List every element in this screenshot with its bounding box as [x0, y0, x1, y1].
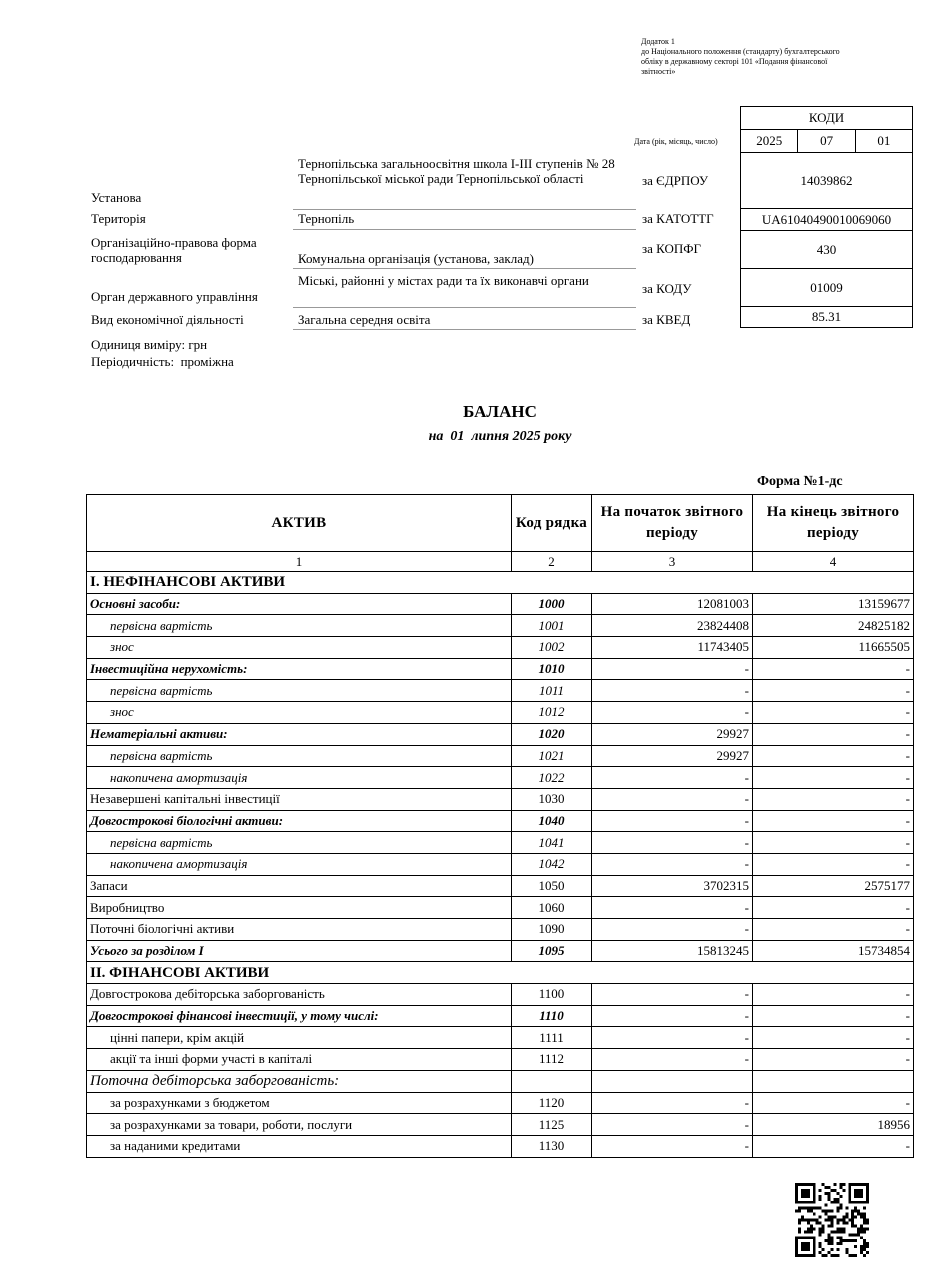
- column-number: 1: [87, 552, 512, 572]
- table-row: [87, 853, 914, 875]
- table-row: [87, 680, 914, 702]
- section-row: [87, 962, 914, 984]
- row-end-value: -: [753, 767, 914, 789]
- institution-value: Тернопільська загальноосвітня школа І-ІІІ ступенів № 28 Тернопільської міської ради Тернопільської області: [293, 156, 636, 210]
- edrpou-label: за ЄДРПОУ: [642, 173, 709, 188]
- row-end-value: 18956: [753, 1114, 914, 1136]
- row-end-value: -: [753, 832, 914, 854]
- column-number: 4: [753, 552, 914, 572]
- column-numbers-row: [87, 552, 914, 572]
- row-start-value: -: [592, 788, 753, 810]
- territory-value: Тернопіль: [293, 211, 636, 230]
- table-row: [87, 702, 914, 724]
- date-label: Дата (рік, місяць, число): [634, 137, 718, 146]
- row-name: за наданими кредитами: [87, 1135, 512, 1157]
- periodicity-label: Періодичність: проміжна: [91, 354, 234, 369]
- row-end-value: -: [753, 919, 914, 941]
- row-code: 1100: [512, 984, 592, 1006]
- row-name: Виробництво: [87, 897, 512, 919]
- codes-header: КОДИ: [741, 107, 913, 130]
- row-start-value: -: [592, 810, 753, 832]
- row-start-value: 23824408: [592, 615, 753, 637]
- row-name: Нематеріальні активи:: [87, 723, 512, 745]
- table-row: [87, 615, 914, 637]
- row-start-value: 11743405: [592, 637, 753, 659]
- date-day: 01: [855, 130, 912, 153]
- table-row: [87, 875, 914, 897]
- activity-value: Загальна середня освіта: [293, 312, 636, 330]
- table-row: [87, 767, 914, 789]
- table-row: [87, 658, 914, 680]
- row-name: Усього за розділом I: [87, 940, 512, 962]
- codes-header-table: [740, 106, 913, 153]
- report-date: на 01 липня 2025 року: [428, 429, 572, 444]
- header-asset: АКТИВ: [87, 495, 512, 552]
- row-end-value: 11665505: [753, 637, 914, 659]
- row-code: 1112: [512, 1049, 592, 1071]
- column-number: 3: [592, 552, 753, 572]
- table-row: [87, 1049, 914, 1071]
- code-katottg: UA61040490010069060: [741, 209, 913, 231]
- row-name: Основні засоби:: [87, 593, 512, 615]
- table-row: [87, 723, 914, 745]
- row-start-value: 3702315: [592, 875, 753, 897]
- row-name: накопичена амортизація: [87, 853, 512, 875]
- section-title: II. ФІНАНСОВІ АКТИВИ: [87, 962, 914, 984]
- annex-note: [641, 37, 901, 77]
- date-month: 07: [798, 130, 855, 153]
- row-end-value: -: [753, 810, 914, 832]
- row-start-value: 29927: [592, 745, 753, 767]
- table-row: [87, 593, 914, 615]
- row-end-value: 15734854: [753, 940, 914, 962]
- page-title: БАЛАНС: [463, 402, 537, 421]
- annex-line: обліку в державному секторі 101 «Подання фінансової: [641, 57, 828, 66]
- annex-line: Додаток 1: [641, 37, 675, 46]
- header-end: На кінець звітного періоду: [753, 495, 914, 552]
- row-start-value: -: [592, 1049, 753, 1071]
- row-code: 1011: [512, 680, 592, 702]
- row-end-value: -: [753, 658, 914, 680]
- row-name: за розрахунками з бюджетом: [87, 1092, 512, 1114]
- activity-label: Вид економічної діяльності: [91, 312, 244, 327]
- code-kved: 85.31: [741, 307, 913, 328]
- row-name: Незавершені капітальні інвестиції: [87, 788, 512, 810]
- row-code: 1000: [512, 593, 592, 615]
- kodu-label: за КОДУ: [642, 281, 692, 296]
- row-end-value: [753, 1070, 914, 1092]
- row-start-value: -: [592, 1005, 753, 1027]
- row-end-value: -: [753, 1049, 914, 1071]
- row-code: 1021: [512, 745, 592, 767]
- row-code: 1111: [512, 1027, 592, 1049]
- table-row: [87, 919, 914, 941]
- table-row: [87, 1114, 914, 1136]
- table-row: [87, 1027, 914, 1049]
- org-form-value: Комунальна організація (установа, заклад): [293, 251, 636, 269]
- row-end-value: -: [753, 853, 914, 875]
- row-code: 1040: [512, 810, 592, 832]
- qr-code-icon: [795, 1183, 869, 1257]
- section-row: [87, 572, 914, 594]
- row-code: 1060: [512, 897, 592, 919]
- row-name: за розрахунками за товари, роботи, послуги: [87, 1114, 512, 1136]
- annex-line: звітності»: [641, 67, 676, 76]
- table-row: [87, 832, 914, 854]
- table-row: [87, 984, 914, 1006]
- row-end-value: -: [753, 788, 914, 810]
- kopfg-label: за КОПФГ: [642, 241, 702, 256]
- date-year: 2025: [741, 130, 798, 153]
- row-code: 1002: [512, 637, 592, 659]
- katottg-label: за КАТОТТГ: [642, 211, 714, 226]
- row-code: [512, 1070, 592, 1092]
- codes-values-table: [740, 152, 913, 328]
- table-row: [87, 1135, 914, 1157]
- row-end-value: 24825182: [753, 615, 914, 637]
- row-start-value: -: [592, 658, 753, 680]
- table-row: [87, 810, 914, 832]
- table-row: [87, 1070, 914, 1092]
- row-name: Довгострокова дебіторська заборгованість: [87, 984, 512, 1006]
- annex-line: до Національного положення (стандарту) бухгалтерського: [641, 47, 840, 56]
- table-row: [87, 788, 914, 810]
- gov-body-label: Орган державного управління: [91, 289, 258, 304]
- row-end-value: -: [753, 1027, 914, 1049]
- table-row: [87, 1005, 914, 1027]
- row-start-value: -: [592, 832, 753, 854]
- row-end-value: -: [753, 723, 914, 745]
- row-code: 1041: [512, 832, 592, 854]
- header-start: На початок звітного періоду: [592, 495, 753, 552]
- row-name: акції та інші форми участі в капіталі: [87, 1049, 512, 1071]
- territory-label: Територія: [91, 211, 146, 226]
- row-code: 1022: [512, 767, 592, 789]
- row-start-value: -: [592, 897, 753, 919]
- institution-label: Установа: [91, 190, 142, 205]
- row-end-value: -: [753, 984, 914, 1006]
- section-title: I. НЕФІНАНСОВІ АКТИВИ: [87, 572, 914, 594]
- row-start-value: -: [592, 702, 753, 724]
- row-name: Довгострокові біологічні активи:: [87, 810, 512, 832]
- org-form-label: Організаційно-правова форма господарювання: [91, 235, 257, 265]
- code-edrpou: 14039862: [741, 153, 913, 209]
- column-number: 2: [512, 552, 592, 572]
- balance-table: [86, 494, 914, 1158]
- unit-label: Одиниця виміру: грн: [91, 337, 208, 352]
- row-name: Поточна дебіторська заборгованість:: [87, 1070, 512, 1092]
- row-name: первісна вартість: [87, 832, 512, 854]
- row-name: Запаси: [87, 875, 512, 897]
- row-name: Поточні біологічні активи: [87, 919, 512, 941]
- row-end-value: 13159677: [753, 593, 914, 615]
- row-end-value: -: [753, 1005, 914, 1027]
- row-start-value: -: [592, 1027, 753, 1049]
- form-number: Форма №1-дс: [757, 474, 843, 489]
- table-row: [87, 897, 914, 919]
- row-name: знос: [87, 702, 512, 724]
- row-name: Довгострокові фінансові інвестиції, у тому числі:: [87, 1005, 512, 1027]
- row-code: 1110: [512, 1005, 592, 1027]
- row-end-value: -: [753, 680, 914, 702]
- row-code: 1130: [512, 1135, 592, 1157]
- row-start-value: -: [592, 680, 753, 702]
- row-code: 1050: [512, 875, 592, 897]
- row-name: накопичена амортизація: [87, 767, 512, 789]
- row-code: 1010: [512, 658, 592, 680]
- row-code: 1020: [512, 723, 592, 745]
- row-code: 1001: [512, 615, 592, 637]
- table-row: [87, 745, 914, 767]
- row-end-value: -: [753, 1135, 914, 1157]
- code-kopfg: 430: [741, 231, 913, 269]
- row-start-value: -: [592, 984, 753, 1006]
- row-start-value: -: [592, 919, 753, 941]
- gov-body-value: Міські, районні у містах ради та їх виконавчі органи: [293, 273, 636, 308]
- row-name: Інвестиційна нерухомість:: [87, 658, 512, 680]
- row-start-value: -: [592, 767, 753, 789]
- row-code: 1012: [512, 702, 592, 724]
- code-kodu: 01009: [741, 269, 913, 307]
- row-code: 1120: [512, 1092, 592, 1114]
- row-name: первісна вартість: [87, 615, 512, 637]
- table-row: [87, 637, 914, 659]
- row-code: 1090: [512, 919, 592, 941]
- row-code: 1125: [512, 1114, 592, 1136]
- row-name: знос: [87, 637, 512, 659]
- row-end-value: -: [753, 745, 914, 767]
- row-start-value: 29927: [592, 723, 753, 745]
- row-start-value: [592, 1070, 753, 1092]
- row-start-value: -: [592, 1114, 753, 1136]
- row-end-value: 2575177: [753, 875, 914, 897]
- row-code: 1095: [512, 940, 592, 962]
- row-name: цінні папери, крім акцій: [87, 1027, 512, 1049]
- row-end-value: -: [753, 1092, 914, 1114]
- row-code: 1042: [512, 853, 592, 875]
- table-row: [87, 940, 914, 962]
- table-row: [87, 1092, 914, 1114]
- row-start-value: -: [592, 1135, 753, 1157]
- row-start-value: 15813245: [592, 940, 753, 962]
- row-start-value: -: [592, 1092, 753, 1114]
- row-end-value: -: [753, 897, 914, 919]
- table-header-row: [87, 495, 914, 552]
- row-name: первісна вартість: [87, 680, 512, 702]
- row-start-value: -: [592, 853, 753, 875]
- row-start-value: 12081003: [592, 593, 753, 615]
- kved-label: за КВЕД: [642, 312, 691, 327]
- row-end-value: -: [753, 702, 914, 724]
- header-code: Код рядка: [512, 495, 592, 552]
- row-code: 1030: [512, 788, 592, 810]
- row-name: первісна вартість: [87, 745, 512, 767]
